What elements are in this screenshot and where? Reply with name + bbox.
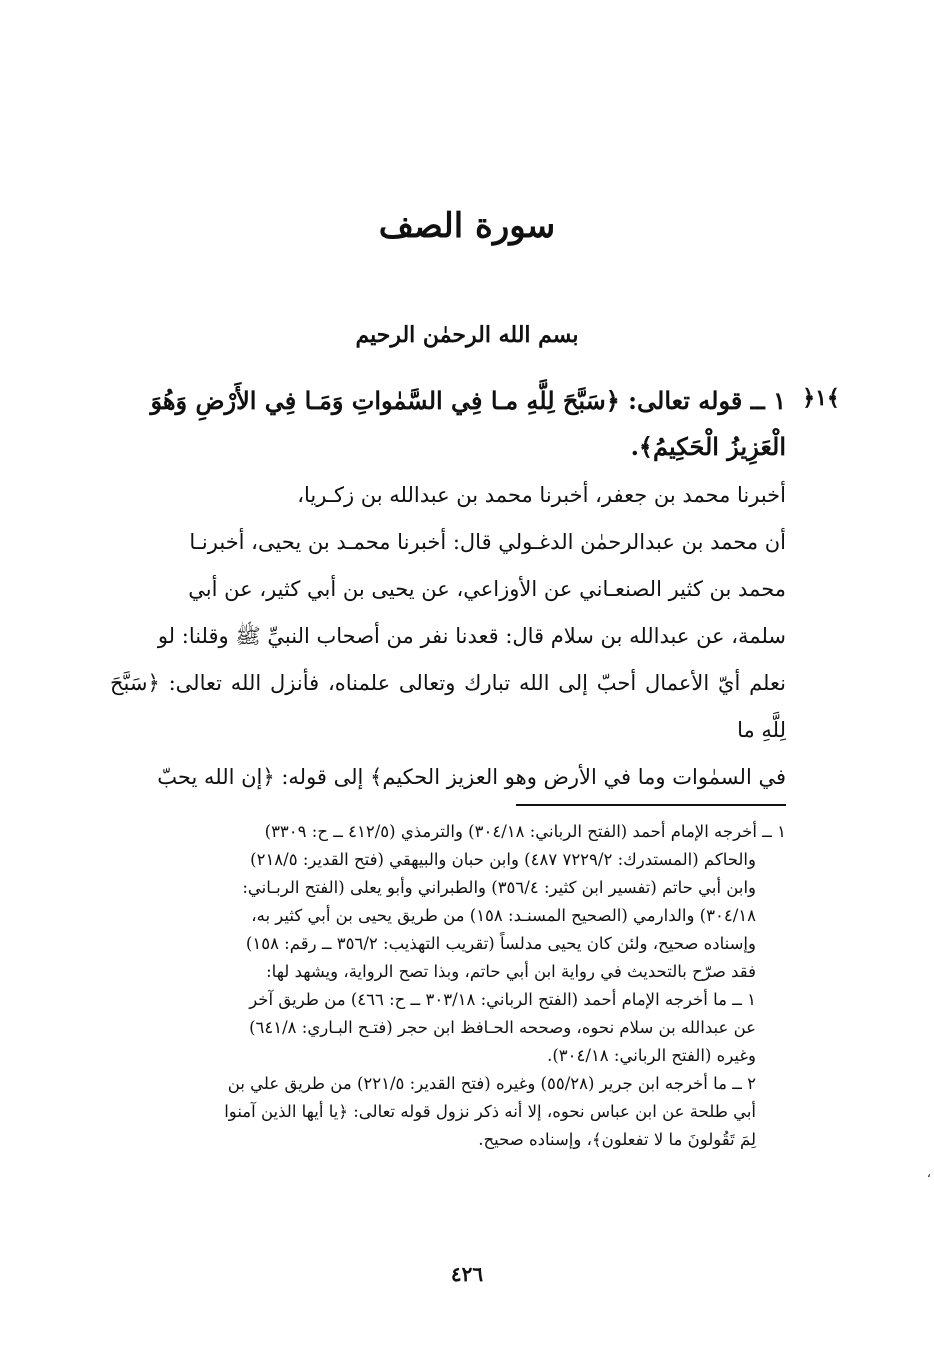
edge-mark: ، <box>927 1166 931 1180</box>
verse-number-marker: ﴿١﴾ <box>802 385 840 411</box>
footnote-line: وغيره (الفتح الرباني: ٣٠٤/١٨). <box>547 1046 756 1065</box>
verse-line: الْعَزِيزُ الْحَكِيمُ﴾. <box>630 432 786 461</box>
verse-line: ١ ــ قوله تعالى: ﴿سَبَّحَ لِلَّهِ مـا فِي السَّمٰواتِ وَمَـا فِي الأَرْضِ وَهُوَ <box>150 386 786 415</box>
footnote-line: وإسناده صحيح، ولئن كان يحيى مدلساً (تقريب التهذيب: ٣٥٦/٢ ــ رقم: ١٥٨) <box>245 934 756 953</box>
footnote-line: والحاكم (المستدرك: ٧٢٢٩/٢ ٤٨٧) وابن حبان والبيهقي (فتح القدير: ٢١٨/٥) <box>250 850 756 869</box>
footnote-line: ١ ــ أخرجه الإمام أحمد (الفتح الرباني: ٣٠٤/١٨) والترمذي (٤١٢/٥ ــ ح: ٣٣٠٩) <box>264 822 786 841</box>
text-line: محمد بن كثير الصنعـاني عن الأوزاعي، عن يحيى بن أبي كثير، عن أبي <box>188 577 786 601</box>
footnote-line: ٣٠٤/١٨) والدارمي (الصحيح المسنـد: ١٥٨) من طريق يحيى بن أبي كثير به، <box>251 906 756 925</box>
footnotes <box>94 818 786 1154</box>
footnote-line: أبي طلحة عن ابن عباس نحوه، إلا أنه ذكر نزول قوله تعالى: ﴿يا أيها الذين آمنوا <box>224 1102 756 1121</box>
text-line: أن محمد بن عبدالرحمٰن الدغـولي قال: أخبرنا محمـد بن يحيى، أخبرنـا <box>189 530 786 554</box>
hadith-text <box>110 472 786 801</box>
footnote-line: لِمَ تَقُولونَ ما لا تفعلون﴾، وإسناده صحيح. <box>478 1130 756 1149</box>
footnote-divider <box>516 804 786 806</box>
text-line: سلمة، عن عبدالله بن سلام قال: قعدنا نفر من أصحاب النبيِّ ﷺ وقلنا: لو <box>157 624 786 648</box>
page-number: ٤٢٦ <box>450 1262 484 1286</box>
verse-text <box>110 378 786 470</box>
footnote-line: عن عبدالله بن سلام نحوه، وصححه الحـافظ ابن حجر (فتـح البـاري: ٦٤١/٨) <box>249 1018 756 1037</box>
footnote-line: ٢ ــ ما أخرجه ابن جرير (٥٥/٢٨) وغيره (فتح القدير: ٢٢١/٥) من طريق علي بن <box>227 1074 756 1093</box>
basmala: بسم الله الرحمٰن الرحيم <box>355 322 579 348</box>
text-line: أخبرنا محمد بن جعفر، أخبرنا محمد بن عبدالله بن زكـريا، <box>297 483 786 507</box>
surah-title: سورة الصف <box>378 206 556 246</box>
footnote-line: وابن أبي حاتم (تفسير ابن كثير: ٣٥٦/٤) والطبراني وأبو يعلى (الفتح الربـاني: <box>242 878 756 897</box>
footnote-line: ١ ــ ما أخرجه الإمام أحمد (الفتح الرباني: ٣٠٣/١٨ ــ ح: ٤٦٦) من طريق آخر <box>249 990 756 1009</box>
footnote-line: فقد صرّح بالتحديث في رواية ابن أبي حاتم، وبذا تصح الرواية، ويشهد لها: <box>266 962 756 981</box>
text-line: في السمٰوات وما في الأرض وهو العزيز الحكيم﴾ إلى قوله: ﴿إن الله يحبّ <box>157 765 786 789</box>
text-line: نعلم أيّ الأعمال أحبّ إلى الله تبارك وتعالى علمناه، فأنزل الله تعالى: ﴿سَبَّحَ لِلَّهِ ما <box>110 671 786 742</box>
